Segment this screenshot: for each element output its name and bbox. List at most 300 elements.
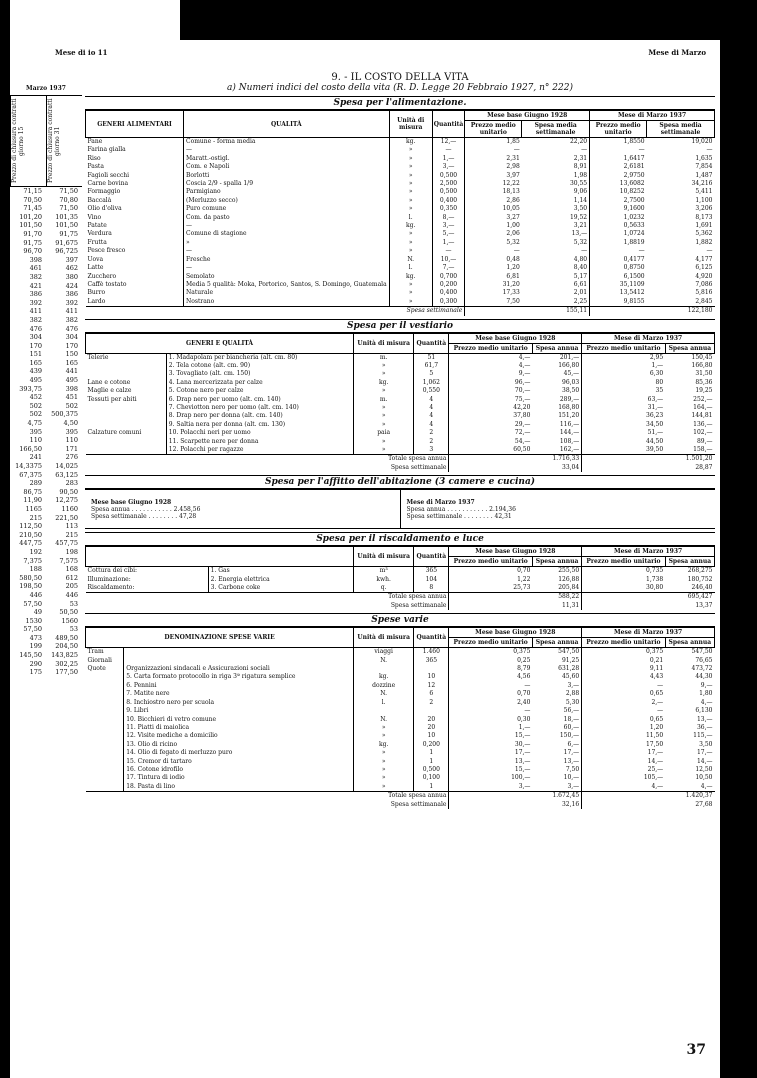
row-mese-spesa: 252,— <box>693 395 713 403</box>
left-price-column <box>10 85 82 1078</box>
table-row <box>86 264 715 272</box>
left-column-row <box>10 514 82 523</box>
row-base-prezzo: — <box>465 247 522 255</box>
row-quantita: 20 <box>414 724 449 732</box>
row-mese-spesa: 19,25 <box>695 387 713 395</box>
row-label <box>86 421 167 429</box>
col-vest-quantita: Quantità <box>414 333 449 353</box>
row-unita: kg. <box>389 273 432 281</box>
row-base-spesa: 5,32 <box>573 238 588 246</box>
row-base-spesa: 4,80 <box>573 255 588 263</box>
row-detail: 8. Inchiostro nero per scuola <box>124 699 354 707</box>
row-label: Riso <box>87 154 101 162</box>
row-label: Lane e cotone <box>87 378 131 386</box>
left-column-value: 110 <box>65 436 78 445</box>
row-quantita: 10,— <box>432 256 465 264</box>
left-column-row <box>10 634 82 643</box>
row-mese-spesa: — <box>706 247 713 255</box>
left-column-row <box>10 557 82 566</box>
alimentazione-total-row <box>86 307 715 316</box>
row-unita: » <box>354 438 414 446</box>
left-column-row <box>10 453 82 462</box>
row-mese-prezzo: 30,80 <box>582 584 666 593</box>
row-base-spesa: 8,40 <box>573 264 588 272</box>
row-base-spesa: 5,30 <box>565 698 580 706</box>
row-quantita: 61,7 <box>414 362 449 370</box>
row-mese-prezzo: 51,— <box>582 429 666 437</box>
left-column-value: 53 <box>69 625 78 634</box>
left-column-value: 192 <box>29 547 42 556</box>
row-quantita: 1,062 <box>414 379 449 387</box>
row-base-prezzo: 0,25 <box>449 657 533 665</box>
left-column-value: 446 <box>29 590 42 599</box>
row-base-spesa: 10,— <box>563 774 580 782</box>
row-quantita: 1.460 <box>414 648 449 657</box>
row-detail: 6. Pennini <box>124 682 354 690</box>
left-column-row <box>10 574 82 583</box>
affitto-base-sett: Spesa settimanale . . . . . . . . 47,28 <box>91 512 197 520</box>
table-row <box>86 438 715 446</box>
row-mese-prezzo: 35 <box>582 387 666 395</box>
row-quantita: 3,— <box>432 163 465 171</box>
row-mese-spesa: 268,275 <box>687 567 713 575</box>
left-column-row <box>10 600 82 609</box>
page-number: 37 <box>686 1042 706 1058</box>
left-column-row <box>10 488 82 497</box>
left-column-value: 91,75 <box>23 238 42 247</box>
row-mese-prezzo: 1,6417 <box>590 155 647 163</box>
row-base-prezzo: 0,375 <box>449 648 533 657</box>
row-mese-prezzo: 13,5412 <box>590 289 647 297</box>
left-column-row <box>10 522 82 531</box>
row-detail: 2. Energia elettrica <box>208 576 354 584</box>
left-column-value: 241 <box>29 453 42 462</box>
row-mese-prezzo: 9,11 <box>582 665 666 673</box>
row-mese-prezzo: 2,— <box>582 699 666 707</box>
row-quantita: 104 <box>414 576 449 584</box>
row-detail: — <box>184 247 390 255</box>
row-mese-prezzo: 25,— <box>582 766 666 774</box>
row-mese-spesa: 158,— <box>693 446 713 453</box>
affitto-mese-annua: Spesa annua . . . . . . . . . . . 2.194,36 <box>406 505 516 513</box>
left-column-value: 170 <box>65 341 78 350</box>
row-mese-prezzo: 80 <box>582 379 666 387</box>
row-label <box>86 362 167 370</box>
left-column-value: 151 <box>29 350 42 359</box>
table-row <box>86 673 715 681</box>
row-mese-spesa: 85,36 <box>695 378 713 386</box>
table-row <box>86 370 715 378</box>
row-quantita: 1,— <box>432 239 465 247</box>
left-column-row <box>10 505 82 514</box>
row-base-spesa: 108,— <box>559 437 580 445</box>
left-column-value: 1530 <box>25 616 42 625</box>
row-unita: » <box>389 205 432 213</box>
row-mese-spesa: 180,752 <box>687 575 713 583</box>
left-column-value: 502 <box>29 401 42 410</box>
col-varie-quantita: Quantità <box>414 628 449 648</box>
row-base-prezzo: 17,33 <box>465 289 522 297</box>
row-label <box>86 682 124 690</box>
left-column-value: 215 <box>29 513 42 522</box>
col-vest-genere: GENERI E QUALITÀ <box>86 333 354 353</box>
row-mese-prezzo: 1,0724 <box>590 230 647 238</box>
left-column-row <box>10 591 82 600</box>
row-mese-prezzo: — <box>582 707 666 715</box>
row-mese-prezzo: 36,23 <box>582 412 666 420</box>
row-unita: » <box>354 783 414 792</box>
left-column-value: 411 <box>29 307 42 316</box>
row-label: Uova <box>87 255 104 263</box>
row-base-spesa: 13,— <box>571 230 588 238</box>
page-subtitle: a) Numeri indici del costo della vita (R. D. Legge 20 Febbraio 1927, n° 222) <box>227 83 573 93</box>
row-mese-prezzo: 35,1109 <box>590 281 647 289</box>
row-detail: » <box>184 239 390 247</box>
row-mese-prezzo: 14,— <box>582 758 666 766</box>
affitto-base <box>85 499 400 520</box>
row-detail: 4. Lana mercerizzata per calze <box>166 379 353 387</box>
table-row <box>86 732 715 740</box>
left-column-row <box>10 299 82 308</box>
row-base-prezzo: 3,27 <box>465 214 522 222</box>
col-quantita: Quantità <box>432 111 465 138</box>
left-column-row <box>10 462 82 471</box>
left-column-value: 91,70 <box>23 229 42 238</box>
page-title: 9. - IL COSTO DELLA VITA <box>331 72 469 83</box>
row-mese-spesa: 5,411 <box>695 188 713 196</box>
row-base-prezzo: 13,— <box>449 758 533 766</box>
col-varie-base-spesa: Spesa annua <box>532 638 581 648</box>
row-mese-spesa: 14,— <box>696 757 713 765</box>
row-detail: 7. Matite nere <box>124 690 354 698</box>
row-mese-spesa: 5,816 <box>695 289 713 297</box>
left-column-value: 386 <box>65 290 78 299</box>
row-base-prezzo: 2,31 <box>465 155 522 163</box>
row-detail: 6. Drap nero per uomo (alt. cm. 140) <box>166 396 353 404</box>
row-quantita: 2 <box>414 438 449 446</box>
left-column-row <box>10 307 82 316</box>
left-column-value: 495 <box>29 376 42 385</box>
table-row <box>86 239 715 247</box>
row-mese-spesa: 4,920 <box>695 272 713 280</box>
left-column-row <box>10 625 82 634</box>
varie-rows <box>86 648 715 792</box>
left-column-value: 71,45 <box>23 204 42 213</box>
left-column-row <box>10 565 82 574</box>
col-qualita: QUALITÀ <box>184 111 390 138</box>
row-detail: 5. Cotone nero per calze <box>166 387 353 395</box>
row-quantita: — <box>432 247 465 255</box>
row-quantita: 4 <box>414 412 449 420</box>
row-unita: kg. <box>354 741 414 749</box>
vestiario-rows <box>86 353 715 455</box>
row-base-spesa: 3,50 <box>573 205 588 213</box>
left-column-row <box>10 531 82 540</box>
row-base-spesa: 13,— <box>563 757 580 765</box>
row-unita: » <box>354 766 414 774</box>
row-mese-spesa: 1,882 <box>695 238 713 246</box>
row-detail: 8. Drap nero per donna (alt. cm. 140) <box>166 412 353 420</box>
row-mese-prezzo: 9,1600 <box>590 205 647 213</box>
affitto-base-annua: Spesa annua . . . . . . . . . . . 2.458,56 <box>91 505 201 513</box>
row-label <box>86 783 124 792</box>
row-quantita: 0,100 <box>414 774 449 782</box>
row-base-spesa: 38,50 <box>562 387 580 395</box>
section-affitto-title: Spesa per l'affitto dell'abitazione (3 camere e cucina) <box>85 475 715 489</box>
row-base-prezzo: 42,20 <box>449 404 533 412</box>
row-mese-spesa: 10,50 <box>695 774 713 782</box>
row-unita: m³ <box>354 567 414 576</box>
row-unita: N. <box>354 690 414 698</box>
left-column-value: 451 <box>65 393 78 402</box>
affitto-mese-sett: Spesa settimanale . . . . . . . . 42,31 <box>406 512 512 520</box>
left-column-value: 398 <box>29 255 42 264</box>
table-row <box>86 446 715 455</box>
table-row <box>86 758 715 766</box>
row-quantita: 3 <box>414 446 449 455</box>
row-base-spesa: 144,— <box>559 429 580 437</box>
row-base-spesa: 18,— <box>563 715 580 723</box>
row-mese-spesa: 166,80 <box>691 361 713 369</box>
row-unita: m. <box>354 353 414 362</box>
left-column-row <box>10 410 82 419</box>
col-varie-denominazione: DENOMINAZIONE SPESE VARIE <box>86 628 354 648</box>
row-mese-spesa: 9,— <box>700 681 713 689</box>
row-unita: » <box>389 247 432 255</box>
left-column-value: 382 <box>65 315 78 324</box>
row-base-prezzo: 54,— <box>449 438 533 446</box>
row-base-spesa: 2,31 <box>573 154 588 162</box>
row-detail: 3. Carbone coke <box>208 584 354 593</box>
row-base-spesa: 22,20 <box>569 138 588 145</box>
left-column-value: 188 <box>29 565 42 574</box>
row-label: Calzature comuni <box>87 429 142 437</box>
col-varie-mese-spesa: Spesa annua <box>665 638 714 648</box>
left-column-value: 165 <box>65 358 78 367</box>
section-alimentazione-title: Spesa per l'alimentazione. <box>85 96 715 110</box>
left-column-value: 210,50 <box>19 530 42 539</box>
row-detail: 15. Cremor di tartaro <box>124 758 354 766</box>
row-label: Riscaldamento: <box>87 584 135 592</box>
row-base-spesa: 5,17 <box>573 272 588 280</box>
row-unita: » <box>389 239 432 247</box>
row-base-prezzo: 1,00 <box>465 222 522 230</box>
affitto-block <box>85 489 715 529</box>
row-mese-spesa: 1,487 <box>695 171 713 179</box>
row-base-prezzo: 15,— <box>449 732 533 740</box>
row-base-prezzo: 10,05 <box>465 205 522 213</box>
varie-total-label: Totale spesa annua <box>86 792 449 801</box>
left-column-value: 49 <box>33 608 42 617</box>
row-quantita: 3,— <box>432 222 465 230</box>
left-column-value: 439 <box>29 367 42 376</box>
left-column-value: 215 <box>65 530 78 539</box>
row-unita: » <box>354 758 414 766</box>
row-quantita: 365 <box>414 567 449 576</box>
row-detail: Naturale <box>184 289 390 297</box>
left-column-row <box>10 204 82 213</box>
row-detail: 7. Cheviotton nero per uomo (alt. cm. 140) <box>166 404 353 412</box>
row-unita: kg. <box>389 138 432 147</box>
row-label <box>86 724 124 732</box>
row-base-spesa: 2,01 <box>573 289 588 297</box>
col-mese-prezzo: Prezzo medio unitario <box>590 121 647 138</box>
row-unita: » <box>354 370 414 378</box>
vestiario-total-label: Totale spesa annua <box>86 455 449 464</box>
left-column-value: 198 <box>65 547 78 556</box>
left-column-value: 612 <box>65 573 78 582</box>
row-label <box>86 741 124 749</box>
left-column-value: 113 <box>65 522 78 531</box>
left-column-row <box>10 230 82 239</box>
row-mese-spesa: 7,086 <box>695 280 713 288</box>
row-base-spesa: 1,98 <box>573 171 588 179</box>
row-mese-spesa: 102,— <box>693 429 713 437</box>
riscaldamento-table <box>85 546 715 610</box>
left-column-value: 205 <box>65 582 78 591</box>
vestiario-total-mese: 1.501,20 <box>665 455 714 464</box>
row-base-spesa: 2,88 <box>565 690 580 698</box>
row-mese-spesa: 1,80 <box>699 690 713 698</box>
row-unita: viaggi <box>354 648 414 657</box>
vestiario-table <box>85 333 715 473</box>
varie-weekly-mese: 27,68 <box>695 800 713 808</box>
left-column-row <box>10 642 82 651</box>
col-varie-unita: Unità di misura <box>354 628 414 648</box>
left-column-row <box>10 273 82 282</box>
left-column-value: 441 <box>65 367 78 376</box>
row-unita: dozzine <box>354 682 414 690</box>
table-row <box>86 741 715 749</box>
row-label: Baccalà <box>87 196 112 204</box>
riscaldamento-total-label: Totale spesa annua <box>86 593 449 602</box>
row-detail: 12. Polacchi per ragazze <box>166 446 353 455</box>
varie-table <box>85 627 715 809</box>
row-base-prezzo: 2,06 <box>465 230 522 238</box>
row-base-spesa: 30,55 <box>569 180 588 188</box>
row-unita: l. <box>389 264 432 272</box>
row-base-spesa: 91,25 <box>561 656 580 664</box>
left-column-value: 145,50 <box>19 651 42 660</box>
row-label: Patate <box>87 222 107 230</box>
left-column-value: 397 <box>65 255 78 264</box>
row-base-prezzo: 1,22 <box>449 576 533 584</box>
row-mese-spesa: 34,216 <box>691 180 713 188</box>
row-base-spesa: 1,14 <box>573 196 588 204</box>
header-right: Mese di Marzo <box>648 48 706 57</box>
left-column-value: 71,50 <box>59 204 78 213</box>
row-mese-prezzo: — <box>582 682 666 690</box>
table-row <box>86 429 715 437</box>
riscaldamento-total-mese: 695,427 <box>665 593 714 602</box>
row-base-spesa: 162,— <box>559 446 580 453</box>
row-quantita: 0,550 <box>414 387 449 395</box>
row-base-prezzo: — <box>449 707 533 715</box>
left-column-row <box>10 187 82 196</box>
table-row <box>86 222 715 230</box>
row-base-prezzo: 6,81 <box>465 273 522 281</box>
left-column-row <box>10 548 82 557</box>
row-mese-prezzo: 31,— <box>582 404 666 412</box>
table-row <box>86 567 715 576</box>
row-detail: Parmigiano <box>184 188 390 196</box>
row-quantita: 0,400 <box>432 197 465 205</box>
left-column-value: 380 <box>65 272 78 281</box>
left-column-value: 7,575 <box>59 556 78 565</box>
left-column-value: 112,50 <box>19 522 42 531</box>
col-vest-base: Mese base Giugno 1928 <box>449 333 582 343</box>
table-row <box>86 247 715 255</box>
riscaldamento-weekly-base: 11,31 <box>562 601 580 609</box>
row-detail: 18. Pasta di lino <box>124 783 354 792</box>
row-mese-spesa: 144,81 <box>691 412 713 420</box>
row-base-prezzo: 15,— <box>449 766 533 774</box>
varie-total-mese: 1.420,37 <box>665 792 714 801</box>
row-detail: 1. Gas <box>208 567 354 576</box>
row-quantita: 2 <box>414 429 449 437</box>
table-row <box>86 298 715 307</box>
left-column-value: 67,375 <box>19 470 42 479</box>
row-quantita: — <box>432 146 465 154</box>
row-label: Verdura <box>87 230 112 238</box>
left-column-row <box>10 247 82 256</box>
col-vest-unita: Unità di misura <box>354 333 414 353</box>
row-label <box>86 707 124 715</box>
table-row <box>86 230 715 238</box>
row-mese-prezzo: 1,— <box>582 362 666 370</box>
row-mese-prezzo: 9,8155 <box>590 298 647 307</box>
left-column-value: 290 <box>29 659 42 668</box>
left-column-value: 395 <box>29 427 42 436</box>
row-mese-spesa: 19,020 <box>691 138 713 145</box>
row-mese-spesa: 246,40 <box>691 584 713 592</box>
row-detail: Fresche <box>184 256 390 264</box>
row-mese-prezzo: 1,20 <box>582 724 666 732</box>
row-label: Tessuti per abiti <box>87 395 137 403</box>
row-base-prezzo: 9,— <box>449 370 533 378</box>
left-column-value: 500,375 <box>51 410 78 419</box>
col-varie-base: Mese base Giugno 1928 <box>449 628 582 638</box>
row-mese-spesa: 6,130 <box>695 707 713 715</box>
row-mese-prezzo: 44,50 <box>582 438 666 446</box>
row-detail: 3. Tovagliato (alt. cm. 150) <box>166 370 353 378</box>
left-column-row <box>10 376 82 385</box>
row-base-prezzo: 96,— <box>449 379 533 387</box>
row-detail: — <box>184 222 390 230</box>
table-row <box>86 379 715 387</box>
row-unita: l. <box>389 214 432 222</box>
row-quantita: 2,500 <box>432 180 465 188</box>
row-mese-spesa: 76,65 <box>695 656 713 664</box>
row-label <box>86 370 167 378</box>
left-column-value: 165 <box>29 358 42 367</box>
row-base-prezzo: 17,— <box>449 749 533 757</box>
left-column-row <box>10 617 82 626</box>
col-vest-mese: Mese di Marzo 1937 <box>582 333 715 343</box>
row-detail: 10. Polacchi neri per uomo <box>166 429 353 437</box>
row-quantita: 1 <box>414 783 449 792</box>
row-base-prezzo: 8,79 <box>449 665 533 673</box>
row-detail: 9. Libri <box>124 707 354 715</box>
row-unita: » <box>354 749 414 757</box>
row-quantita: 0,700 <box>432 273 465 281</box>
row-base-prezzo: 1,85 <box>465 138 522 147</box>
left-column-row <box>10 385 82 394</box>
table-row <box>86 205 715 213</box>
row-detail: Nostrano <box>184 298 390 307</box>
row-quantita: 8 <box>414 584 449 593</box>
row-mese-spesa: 36,— <box>696 723 713 731</box>
